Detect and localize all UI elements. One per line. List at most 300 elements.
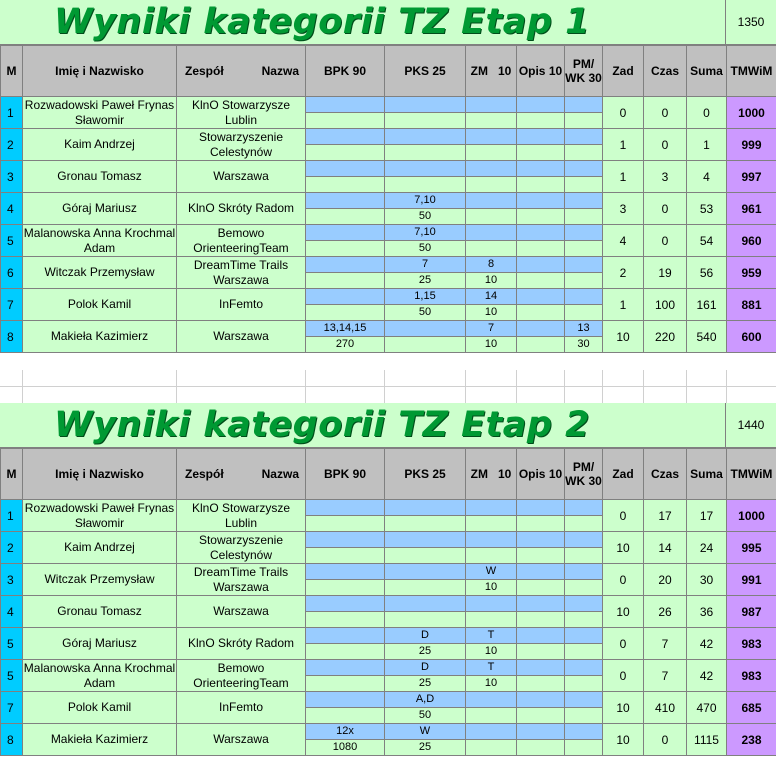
pm-penalty: [565, 500, 603, 516]
zm-penalty: T: [466, 660, 517, 676]
suma-cell: 4: [687, 161, 727, 193]
participant-name: Rozwadowski Paweł Frynas Sławomir: [23, 97, 177, 129]
zm-penalty: [466, 129, 517, 145]
pks-points: [385, 177, 466, 193]
suma-cell: 30: [687, 564, 727, 596]
pks-points: [385, 113, 466, 129]
participant-name: Witczak Przemysław: [23, 564, 177, 596]
opis-penalty: [517, 660, 565, 676]
place-cell: 2: [1, 532, 23, 564]
header-team-a: Zespół: [185, 64, 224, 78]
bpk-points: [306, 516, 385, 532]
suma-cell: 24: [687, 532, 727, 564]
suma-cell: 470: [687, 692, 727, 724]
tmwim-score: 881: [727, 289, 776, 321]
participant-name: Malanowska Anna Krochmal Adam: [23, 660, 176, 690]
pm-penalty: [565, 193, 603, 209]
pks-points: 50: [385, 708, 466, 724]
suma-cell: 540: [687, 321, 727, 353]
pks-penalty: [385, 596, 466, 612]
opis-penalty: [517, 692, 565, 708]
bpk-points: 1080: [306, 740, 385, 756]
header-zm: ZM 10: [466, 46, 517, 97]
tmwim-score: 238: [727, 724, 776, 756]
team-name: InFemto: [177, 692, 306, 724]
header-pks: PKS 25: [385, 449, 466, 500]
opis-penalty: [517, 193, 565, 209]
zm-penalty: [466, 225, 517, 241]
pm-points: [565, 209, 603, 225]
zm-points: [466, 612, 517, 628]
opis-penalty: [517, 500, 565, 516]
bpk-points: [306, 708, 385, 724]
bpk-penalty: [306, 289, 385, 305]
pm-penalty: [565, 724, 603, 740]
suma-cell: 0: [687, 97, 727, 129]
team-name: DreamTime Trails Warszawa: [177, 564, 306, 596]
bpk-points: [306, 177, 385, 193]
opis-points: [517, 113, 565, 129]
header-pks: PKS 25: [385, 46, 466, 97]
header-team-a: Zespół: [185, 467, 224, 481]
table-row: [1, 161, 776, 177]
header-pm: PM/ WK 30: [565, 449, 603, 500]
czas-cell: 0: [644, 129, 687, 161]
opis-points: [517, 740, 565, 756]
czas-cell: 0: [644, 724, 687, 756]
zm-penalty: 14: [466, 289, 517, 305]
table-row: [1, 692, 776, 708]
place-cell: 5: [1, 225, 23, 257]
team-name: InFemto: [177, 289, 306, 321]
suma-cell: 36: [687, 596, 727, 628]
participant-name: Gronau Tomasz: [23, 596, 177, 628]
czas-cell: 14: [644, 532, 687, 564]
bpk-points: [306, 145, 385, 161]
zm-penalty: W: [466, 564, 517, 580]
team-name: Warszawa: [177, 596, 306, 628]
zm-penalty: [466, 161, 517, 177]
header-opis: Opis 10: [517, 449, 565, 500]
czas-cell: 19: [644, 257, 687, 289]
team-name: DreamTime Trails Warszawa: [177, 257, 306, 289]
pm-penalty: [565, 660, 603, 676]
pks-penalty: W: [385, 724, 466, 740]
pks-penalty: A,D: [385, 692, 466, 708]
bpk-penalty: [306, 161, 385, 177]
zm-penalty: [466, 500, 517, 516]
opis-points: [517, 145, 565, 161]
bpk-penalty: [306, 500, 385, 516]
header-opis: Opis 10: [517, 46, 565, 97]
bpk-penalty: [306, 596, 385, 612]
team-name: KlnO Skróty Radom: [177, 193, 306, 225]
zm-penalty: [466, 692, 517, 708]
czas-cell: 0: [644, 225, 687, 257]
opis-points: [517, 676, 565, 692]
place-cell: 3: [1, 564, 23, 596]
pm-penalty: [565, 628, 603, 644]
zm-points: 10: [466, 337, 517, 353]
tmwim-score: 600: [727, 321, 776, 353]
header-name: Imię i Nazwisko: [23, 449, 177, 500]
table-row: [1, 564, 776, 580]
bpk-penalty: [306, 225, 385, 241]
zm-points: 10: [466, 580, 517, 596]
spacer-rows: [0, 370, 776, 403]
suma-cell: 56: [687, 257, 727, 289]
tmwim-score: 1000: [727, 500, 776, 532]
czas-cell: 20: [644, 564, 687, 596]
pks-points: 50: [385, 241, 466, 257]
pm-points: [565, 580, 603, 596]
participant-name: Kaim Andrzej: [23, 532, 177, 564]
opis-points: [517, 209, 565, 225]
pm-points: [565, 177, 603, 193]
participant-name: Góraj Mariusz: [23, 628, 177, 660]
bpk-penalty: [306, 193, 385, 209]
place-cell: 1: [1, 97, 23, 129]
opis-penalty: [517, 161, 565, 177]
header-suma: Suma: [687, 46, 727, 97]
opis-points: [517, 305, 565, 321]
place-cell: 4: [1, 596, 23, 628]
tmwim-score: 959: [727, 257, 776, 289]
zad-cell: 4: [603, 225, 644, 257]
zm-penalty: [466, 724, 517, 740]
czas-cell: 0: [644, 97, 687, 129]
tmwim-score: 960: [727, 225, 776, 257]
czas-cell: 220: [644, 321, 687, 353]
zm-points: [466, 177, 517, 193]
opis-penalty: [517, 321, 565, 337]
bpk-penalty: 12x: [306, 724, 385, 740]
header-team-b: Nazwa: [261, 64, 299, 78]
header-m: M: [1, 46, 23, 97]
team-name: Warszawa: [177, 161, 306, 193]
pks-points: [385, 580, 466, 596]
stage-1-results: [0, 0, 776, 353]
table-row: [1, 257, 776, 273]
zm-points: [466, 516, 517, 532]
czas-cell: 410: [644, 692, 687, 724]
pks-penalty: [385, 129, 466, 145]
pks-penalty: D: [385, 628, 466, 644]
pm-points: [565, 708, 603, 724]
pks-penalty: [385, 500, 466, 516]
czas-cell: 26: [644, 596, 687, 628]
participant-name: Polok Kamil: [23, 289, 177, 321]
pks-penalty: D: [385, 660, 466, 676]
suma-cell: 17: [687, 500, 727, 532]
results-table: [0, 45, 776, 353]
pks-penalty: [385, 564, 466, 580]
opis-penalty: [517, 129, 565, 145]
zad-cell: 3: [603, 193, 644, 225]
max-points: 1350: [725, 0, 776, 44]
pm-penalty: [565, 97, 603, 113]
opis-points: [517, 516, 565, 532]
opis-points: [517, 241, 565, 257]
opis-points: [517, 644, 565, 660]
pm-points: [565, 113, 603, 129]
zm-points: [466, 548, 517, 564]
opis-points: [517, 580, 565, 596]
tmwim-score: 987: [727, 596, 776, 628]
team-name: Warszawa: [177, 724, 306, 756]
pm-penalty: [565, 596, 603, 612]
table-row: [1, 532, 776, 548]
zm-penalty: [466, 532, 517, 548]
team-name: KlnO Skróty Radom: [177, 628, 306, 660]
bpk-penalty: [306, 257, 385, 273]
zm-points: 10: [466, 644, 517, 660]
opis-points: [517, 548, 565, 564]
zad-cell: 10: [603, 532, 644, 564]
tmwim-score: 983: [727, 660, 776, 692]
pks-penalty: [385, 532, 466, 548]
pks-penalty: 1,15: [385, 289, 466, 305]
bpk-points: [306, 113, 385, 129]
header-bpk: BPK 90: [306, 449, 385, 500]
pm-penalty: [565, 129, 603, 145]
table-row: [1, 225, 776, 241]
opis-penalty: [517, 257, 565, 273]
participant-name: Makieła Kazimierz: [23, 321, 177, 353]
opis-points: [517, 177, 565, 193]
pks-points: 25: [385, 676, 466, 692]
pm-points: [565, 548, 603, 564]
bpk-points: [306, 273, 385, 289]
team-name: Stowarzyszenie Celestynów: [177, 532, 306, 564]
team-name: Stowarzyszenie Celestynów: [177, 129, 306, 161]
tmwim-score: 1000: [727, 97, 776, 129]
pks-points: 25: [385, 273, 466, 289]
team-name: KlnO Stowarzysze Lublin: [177, 500, 306, 532]
pm-penalty: [565, 564, 603, 580]
pm-penalty: [565, 532, 603, 548]
opis-penalty: [517, 289, 565, 305]
place-cell: 2: [1, 129, 23, 161]
pm-penalty: [565, 692, 603, 708]
czas-cell: 3: [644, 161, 687, 193]
header-tmwim: TMWiM: [727, 449, 776, 500]
tmwim-score: 997: [727, 161, 776, 193]
bpk-points: [306, 548, 385, 564]
pm-points: [565, 516, 603, 532]
bpk-penalty: [306, 129, 385, 145]
header-pm: PM/ WK 30: [565, 46, 603, 97]
zm-points: [466, 740, 517, 756]
zm-points: [466, 708, 517, 724]
zm-penalty: [466, 193, 517, 209]
table-row: [1, 289, 776, 305]
pm-points: 30: [565, 337, 603, 353]
header-name: Imię i Nazwisko: [23, 46, 177, 97]
place-cell: 5: [1, 628, 23, 660]
participant-name: Gronau Tomasz: [23, 161, 177, 193]
bpk-points: 270: [306, 337, 385, 353]
pm-penalty: [565, 289, 603, 305]
bpk-points: [306, 676, 385, 692]
bpk-points: [306, 580, 385, 596]
zad-cell: 10: [603, 596, 644, 628]
bpk-points: [306, 241, 385, 257]
suma-cell: 54: [687, 225, 727, 257]
tmwim-score: 983: [727, 628, 776, 660]
header-zm: ZM 10: [466, 449, 517, 500]
pm-points: [565, 273, 603, 289]
pks-penalty: [385, 161, 466, 177]
zad-cell: 10: [603, 692, 644, 724]
zad-cell: 0: [603, 628, 644, 660]
header-m: M: [1, 449, 23, 500]
table-row: [1, 660, 776, 676]
pm-penalty: [565, 161, 603, 177]
participant-name: Makieła Kazimierz: [23, 724, 177, 756]
place-cell: 5: [1, 660, 23, 692]
header-zad: Zad: [603, 46, 644, 97]
suma-cell: 1115: [687, 724, 727, 756]
pks-penalty: [385, 97, 466, 113]
opis-penalty: [517, 564, 565, 580]
opis-penalty: [517, 724, 565, 740]
tmwim-score: 991: [727, 564, 776, 596]
zm-points: 10: [466, 676, 517, 692]
pm-points: [565, 740, 603, 756]
header-row: [1, 449, 776, 500]
bpk-points: [306, 305, 385, 321]
zad-cell: 0: [603, 500, 644, 532]
header-team-b: Nazwa: [261, 467, 299, 481]
participant-name: Polok Kamil: [23, 692, 177, 724]
title-row: [0, 403, 776, 448]
czas-cell: 0: [644, 193, 687, 225]
tmwim-score: 961: [727, 193, 776, 225]
pm-points: [565, 676, 603, 692]
zad-cell: 10: [603, 724, 644, 756]
zm-penalty: 7: [466, 321, 517, 337]
opis-points: [517, 337, 565, 353]
pm-points: [565, 644, 603, 660]
table-row: [1, 97, 776, 113]
team-name: KlnO Stowarzysze Lublin: [177, 97, 306, 129]
pks-penalty: [385, 321, 466, 337]
czas-cell: 17: [644, 500, 687, 532]
zad-cell: 0: [603, 564, 644, 596]
zm-points: 10: [466, 305, 517, 321]
header-czas: Czas: [644, 46, 687, 97]
suma-cell: 161: [687, 289, 727, 321]
suma-cell: 42: [687, 660, 727, 692]
header-row: [1, 46, 776, 97]
stage-2-results: [0, 403, 776, 756]
bpk-points: [306, 644, 385, 660]
place-cell: 1: [1, 500, 23, 532]
header-bpk: BPK 90: [306, 46, 385, 97]
opis-points: [517, 708, 565, 724]
place-cell: 4: [1, 193, 23, 225]
participant-name: Malanowska Anna Krochmal Adam: [23, 225, 176, 255]
header-team: [177, 46, 306, 97]
bpk-penalty: [306, 692, 385, 708]
czas-cell: 7: [644, 660, 687, 692]
pm-penalty: [565, 257, 603, 273]
bpk-penalty: [306, 628, 385, 644]
czas-cell: 7: [644, 628, 687, 660]
opis-points: [517, 612, 565, 628]
header-czas: Czas: [644, 449, 687, 500]
table-row: [1, 628, 776, 644]
bpk-penalty: 13,14,15: [306, 321, 385, 337]
bpk-penalty: [306, 660, 385, 676]
table-row: [1, 129, 776, 145]
pks-points: [385, 548, 466, 564]
pks-penalty: 7,10: [385, 225, 466, 241]
pks-points: [385, 145, 466, 161]
pks-points: [385, 612, 466, 628]
pm-points: [565, 241, 603, 257]
team-name: Bemowo OrienteeringTeam: [177, 225, 306, 257]
opis-penalty: [517, 596, 565, 612]
header-zad: Zad: [603, 449, 644, 500]
zm-penalty: [466, 596, 517, 612]
place-cell: 7: [1, 692, 23, 724]
suma-cell: 53: [687, 193, 727, 225]
opis-penalty: [517, 97, 565, 113]
zm-penalty: 8: [466, 257, 517, 273]
participant-name: Kaim Andrzej: [23, 129, 177, 161]
bpk-points: [306, 209, 385, 225]
zm-penalty: T: [466, 628, 517, 644]
place-cell: 8: [1, 724, 23, 756]
pks-penalty: 7,10: [385, 193, 466, 209]
pks-points: 50: [385, 305, 466, 321]
zm-penalty: [466, 97, 517, 113]
opis-penalty: [517, 225, 565, 241]
pks-points: [385, 516, 466, 532]
pks-points: 25: [385, 740, 466, 756]
bpk-penalty: [306, 532, 385, 548]
table-row: [1, 596, 776, 612]
table-row: [1, 193, 776, 209]
pm-points: [565, 305, 603, 321]
bpk-penalty: [306, 564, 385, 580]
pm-points: [565, 612, 603, 628]
pks-penalty: 7: [385, 257, 466, 273]
stage-title: Wyniki kategorii TZ Etap 2: [54, 405, 590, 445]
place-cell: 6: [1, 257, 23, 289]
bpk-points: [306, 612, 385, 628]
pm-points: [565, 145, 603, 161]
zm-points: [466, 145, 517, 161]
zm-points: 10: [466, 273, 517, 289]
place-cell: 3: [1, 161, 23, 193]
pks-points: 50: [385, 209, 466, 225]
results-table: [0, 448, 776, 756]
header-team: [177, 449, 306, 500]
zad-cell: 0: [603, 660, 644, 692]
zm-points: [466, 113, 517, 129]
bpk-penalty: [306, 97, 385, 113]
tmwim-score: 685: [727, 692, 776, 724]
zad-cell: 0: [603, 97, 644, 129]
stage-title: Wyniki kategorii TZ Etap 1: [54, 2, 590, 42]
max-points: 1440: [725, 403, 776, 447]
tmwim-score: 999: [727, 129, 776, 161]
team-name: Warszawa: [177, 321, 306, 353]
zm-points: [466, 241, 517, 257]
